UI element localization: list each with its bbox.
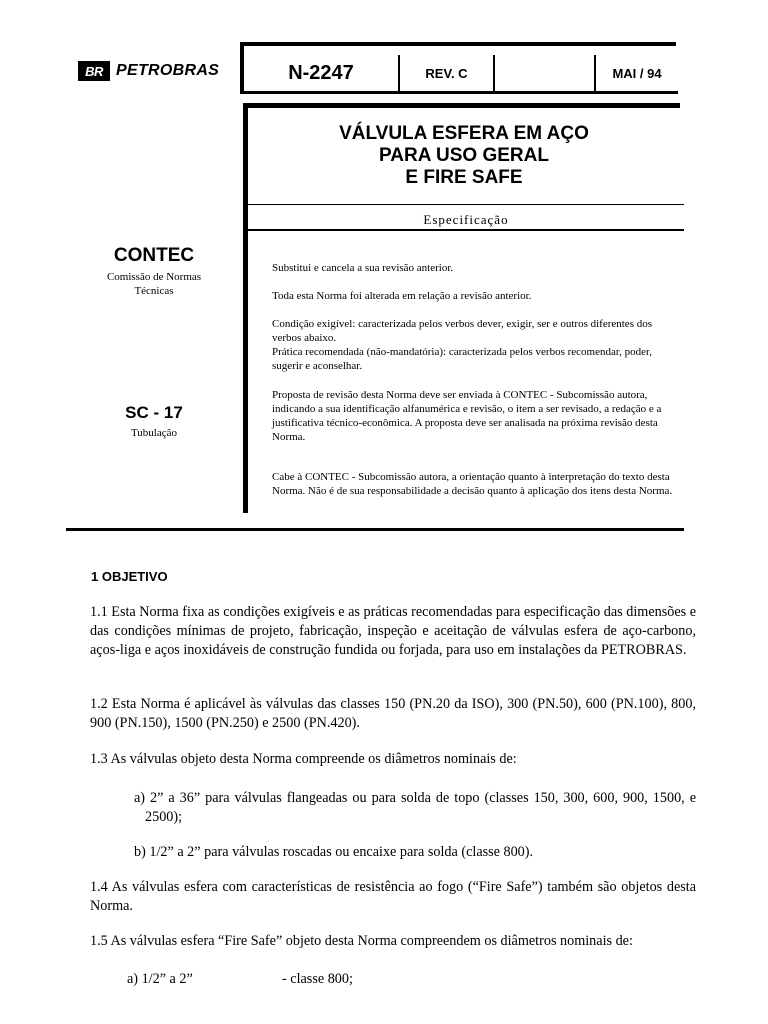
doc-number: N-2247: [288, 61, 354, 84]
note-paragraph: Proposta de revisão desta Norma deve ser enviada à CONTEC - Subcomissão autora, indicando a sua identificação alfanumérica e revisão, o item a ser revisado, a redação e a justificativa técnico-econômica. A proposta deve ser analisada na próxima revisão desta Norma.: [272, 389, 662, 443]
section-separator: [66, 528, 684, 531]
note-paragraph: Substitui e cancela a sua revisão anterior.: [272, 262, 454, 274]
br-logo-mark: BR: [78, 61, 110, 81]
org-subtitle-line: Técnicas: [134, 285, 174, 297]
revision-label: REV. C: [425, 65, 468, 81]
org-subtitle-line: Comissão de Normas: [106, 271, 202, 283]
list-item-range: a) 1/2” a 2”: [127, 971, 193, 987]
org-name: CONTEC: [113, 245, 195, 266]
header-bottom-rule: [240, 91, 678, 94]
section-heading: 1 OBJETIVO: [91, 569, 168, 584]
paragraph-1-5: 1.5 As válvulas esfera “Fire Safe” objeto desta Norma compreendem os diâmetros nominais de:: [90, 933, 633, 949]
org-subtitle: [68, 270, 240, 298]
paragraph-1-3: 1.3 As válvulas objeto desta Norma compreende os diâmetros nominais de:: [90, 751, 517, 767]
header-top-rule: [240, 42, 676, 46]
header-blank-cell: [495, 57, 594, 89]
list-item-text: a) 2” a 36” para válvulas flangeadas ou para solda de topo (classes 150, 300, 600, 900, 1500, e 2500);: [134, 790, 696, 825]
note-paragraph: Cabe à CONTEC - Subcomissão autora, a orientação quanto à interpretação do texto desta Norma. Não é de sua responsabilidade a decisão quanto à aplicação dos itens desta Norma.: [272, 471, 673, 497]
title-line: PARA USO GERAL: [379, 145, 549, 166]
title-line: E FIRE SAFE: [405, 167, 523, 188]
paragraph-1-1: 1.1 Esta Norma fixa as condições exigíveis e as práticas recomendadas para especificação das dimensões e das condições mínimas de projeto, fabricação, inspeção e aceitação de válvulas esfera de aço-carbono, aços-liga e aços inoxidáveis de construção fundida ou forjada, para uso em instalações da PETROBRAS.: [90, 604, 696, 658]
list-item-b: b) 1/2” a 2” para válvulas roscadas ou encaixe para solda (classe 800).: [134, 844, 534, 860]
note-paragraph: Toda esta Norma foi alterada em relação a revisão anterior.: [272, 290, 532, 302]
note-paragraph: Condição exigível: caracterizada pelos verbos dever, exigir, ser e outros diferentes dos verbos abaixo.: [272, 318, 652, 344]
document-type: Especificação: [423, 212, 509, 227]
paragraph-1-4: 1.4 As válvulas esfera com características de resistência ao fogo (“Fire Safe”) também são objetos desta Norma.: [90, 879, 696, 914]
list-item-class: - classe 800;: [282, 971, 353, 987]
paragraph-1-2: 1.2 Esta Norma é aplicável às válvulas das classes 150 (PN.20 da ISO), 300 (PN.50), 600 (PN.100), 800, 900 (PN.150), 1500 (PN.250) e 2500 (PN.420).: [90, 696, 696, 731]
title-top-rule: [244, 103, 680, 108]
brand-name: PETROBRAS: [116, 62, 220, 79]
note-paragraph: Prática recomendada (não-mandatória): caracterizada pelos verbos recomendar, poder, sugerir e aconselhar.: [272, 346, 652, 372]
document-title: [248, 123, 680, 189]
divider: [248, 204, 684, 205]
subcommittee-code: SC - 17: [125, 403, 183, 422]
list-item-a: [134, 789, 696, 827]
doc-date: MAI / 94: [612, 65, 662, 81]
divider: [248, 229, 684, 231]
title-line: VÁLVULA ESFERA EM AÇO: [339, 123, 589, 144]
petrobras-logo: [78, 60, 236, 82]
subcommittee-name: Tubulação: [130, 427, 178, 439]
